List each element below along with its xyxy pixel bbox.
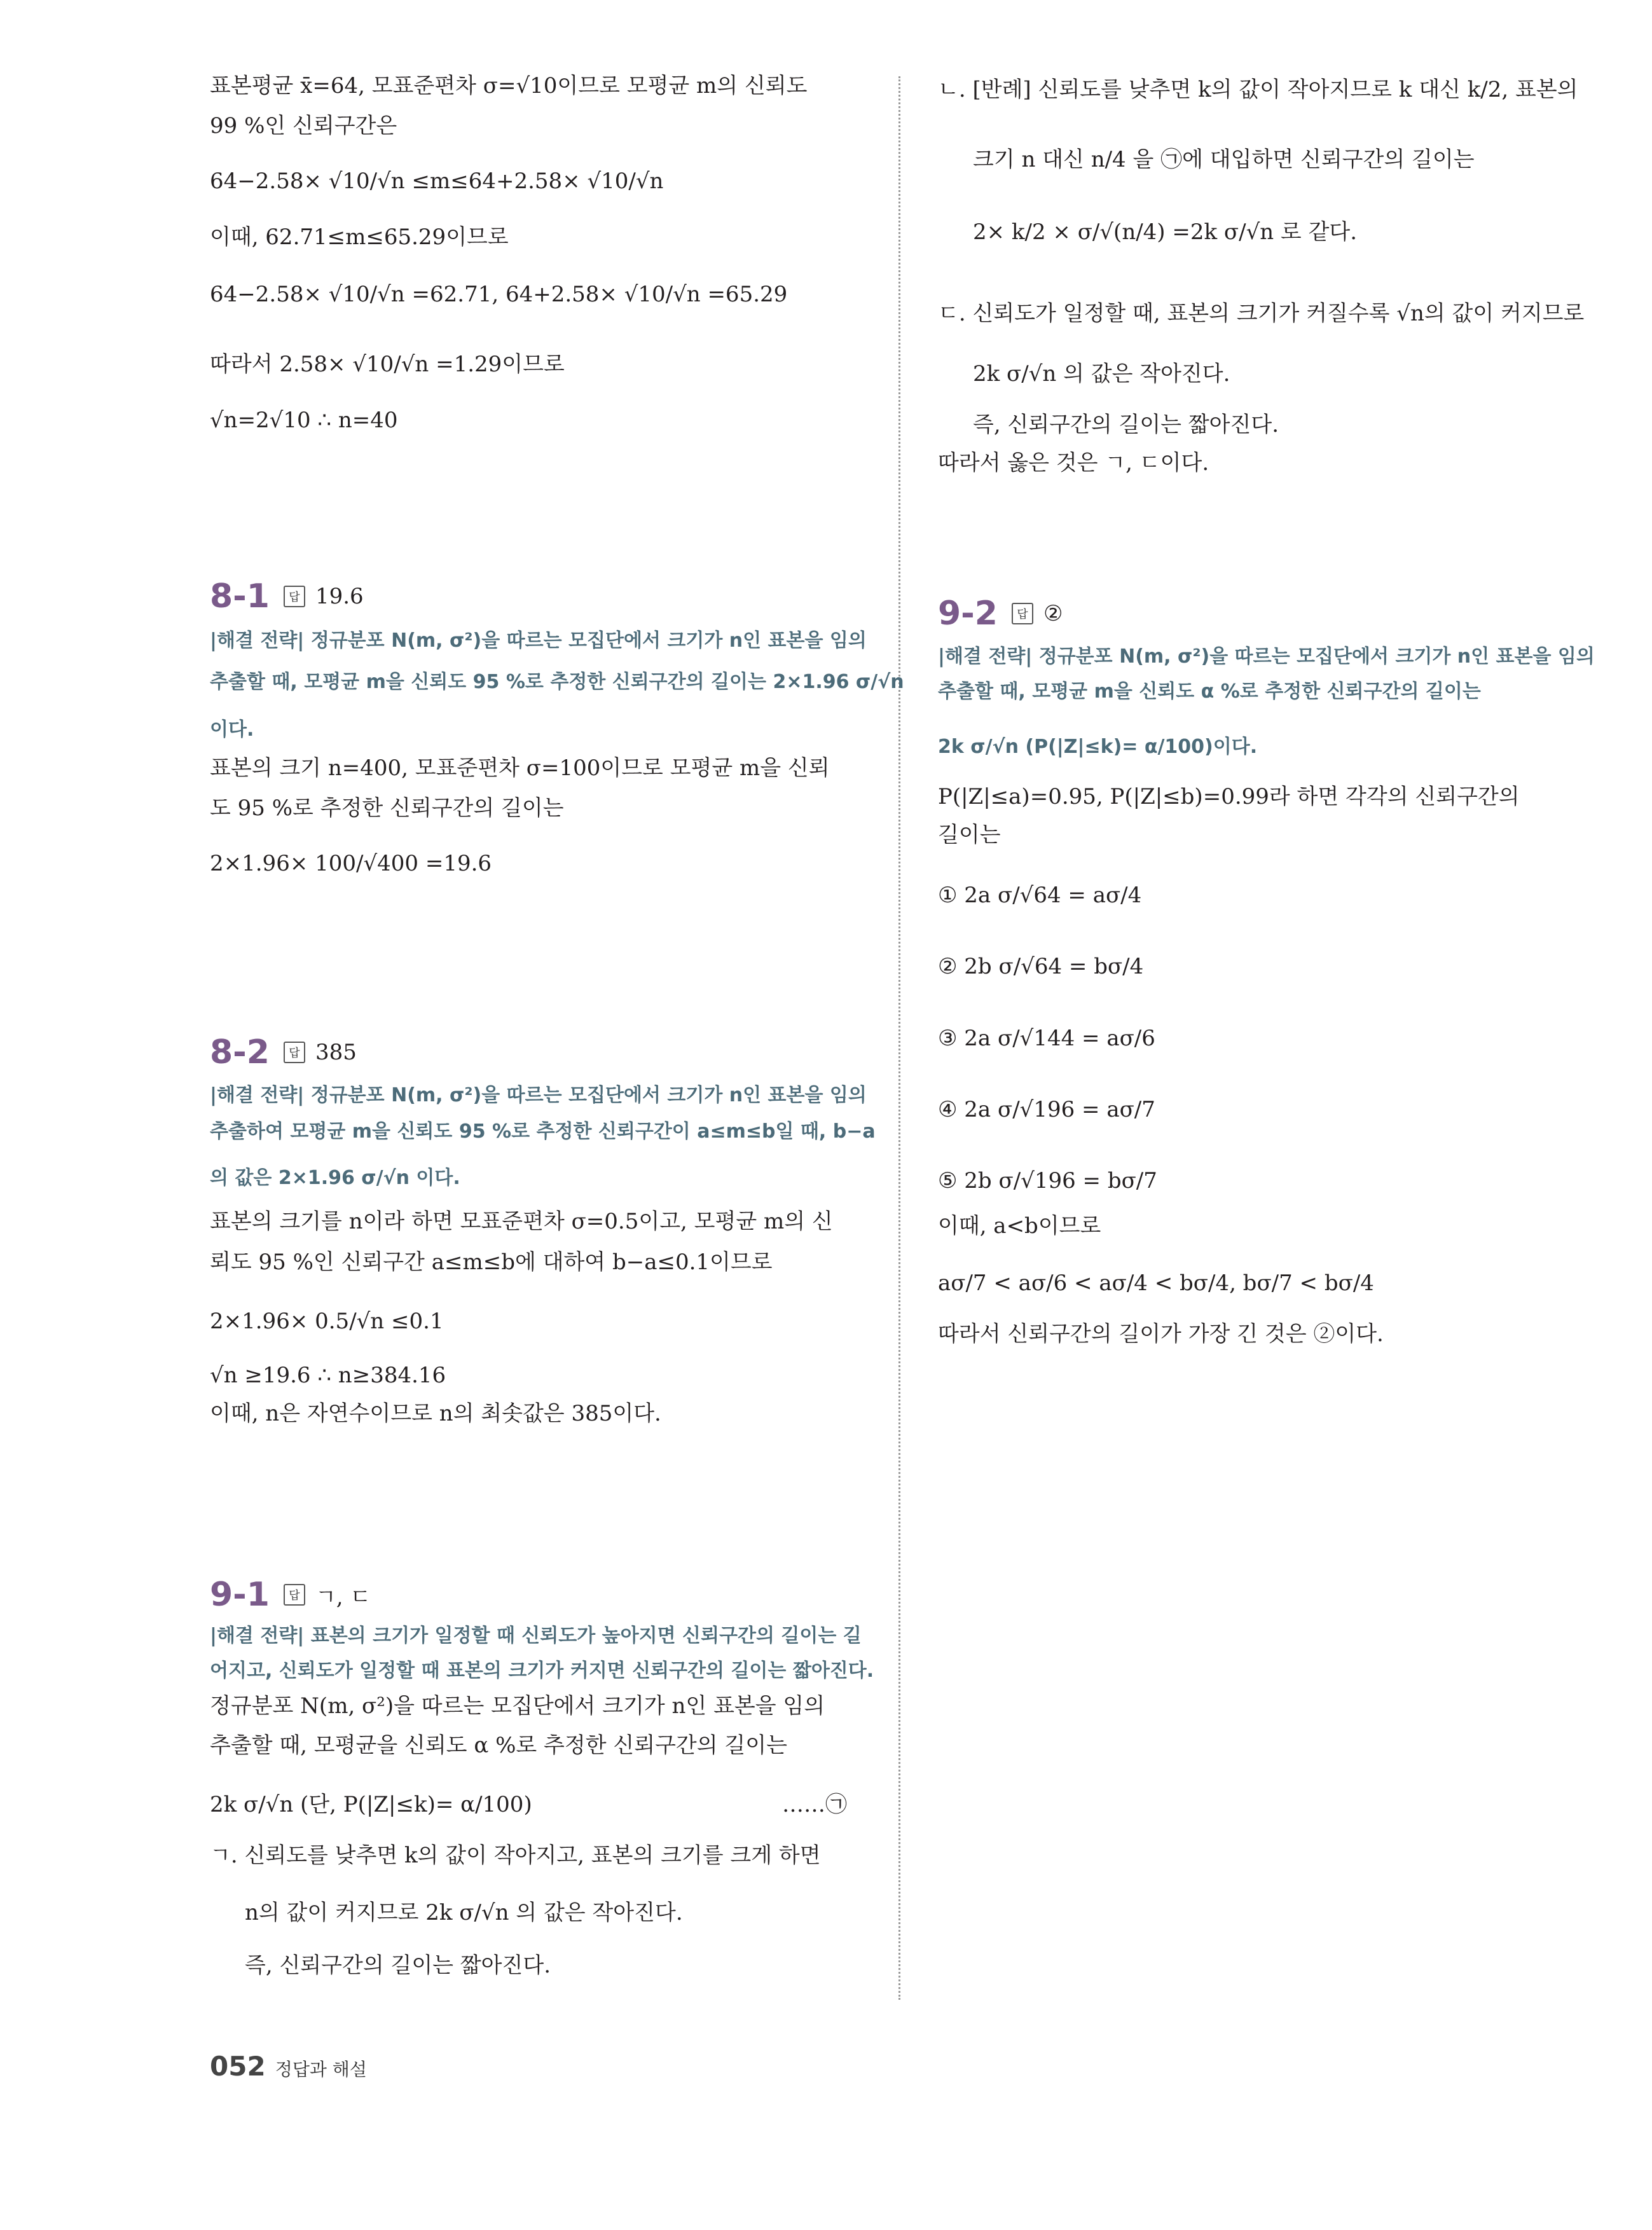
equation: aσ/7 < aσ/6 < aσ/4 < bσ/4, bσ/7 < bσ/4 <box>938 1270 1374 1296</box>
text-line: 크기 n 대신 n/4 을 ㉠에 대입하면 신뢰구간의 길이는 <box>973 147 1475 172</box>
text-line: 뢰도 95 %인 신뢰구간 a≤m≤b에 대하여 b−a≤0.1이므로 <box>210 1249 773 1275</box>
equation: 64−2.58× √10/√n =62.71, 64+2.58× √10/√n =65.29 <box>210 282 788 307</box>
equation: √n ≥19.6 ∴ n≥384.16 <box>210 1363 446 1388</box>
answer-badge: 답 <box>284 1042 305 1063</box>
text-line: 이때, a<b이므로 <box>938 1213 1101 1239</box>
strategy-line: 이다. <box>210 719 254 741</box>
equation: 2k σ/√n 의 값은 작아진다. <box>973 361 1230 387</box>
text-line: 이때, 62.71≤m≤65.29이므로 <box>210 224 509 250</box>
option-line: ④ 2a σ/√196 = aσ/7 <box>938 1097 1155 1122</box>
text-line: 표본평균 x̄=64, 모표준편차 σ=√10이므로 모평균 m의 신뢰도 <box>210 73 808 99</box>
strategy-line: 추출할 때, 모평균 m을 신뢰도 95 %로 추정한 신뢰구간의 길이는 2×1.96 σ/√n <box>210 671 904 693</box>
equation: √n=2√10 ∴ n=40 <box>210 408 398 433</box>
problem-header-9-2 <box>938 595 1063 633</box>
page-footer <box>210 2051 367 2082</box>
text-line: 길이는 <box>938 822 1001 848</box>
strategy-line: 추출할 때, 모평균 m을 신뢰도 α %로 추정한 신뢰구간의 길이는 <box>938 680 1481 703</box>
strategy-line: |해결 전략| 정규분포 N(m, σ²)을 따르는 모집단에서 크기가 n인 표본을 임의 <box>210 1084 867 1106</box>
problem-number: 8-2 <box>210 1033 270 1071</box>
text-line: ㄴ. [반례] 신뢰도를 낮추면 k의 값이 작아지므로 k 대신 k/2, 표본의 <box>938 77 1578 102</box>
text-line: P(|Z|≤a)=0.95, P(|Z|≤b)=0.99라 하면 각각의 신뢰구간의 <box>938 784 1520 809</box>
strategy-line: 추출하여 모평균 m을 신뢰도 95 %로 추정한 신뢰구간이 a≤m≤b일 때, b−a <box>210 1120 876 1143</box>
text-line: 따라서 신뢰구간의 길이가 가장 긴 것은 ②이다. <box>938 1321 1384 1347</box>
text-line: 따라서 옳은 것은 ㄱ, ㄷ이다. <box>938 450 1209 476</box>
equation-mark: ……㉠ <box>782 1792 847 1817</box>
option-line: ⑤ 2b σ/√196 = bσ/7 <box>938 1168 1157 1194</box>
option-line: ② 2b σ/√64 = bσ/4 <box>938 954 1144 979</box>
answer-value: 385 <box>315 1040 357 1065</box>
problem-number: 8-1 <box>210 577 270 616</box>
equation: 따라서 2.58× √10/√n =1.29이므로 <box>210 352 565 377</box>
text-line: ㄱ. 신뢰도를 낮추면 k의 값이 작아지고, 표본의 크기를 크게 하면 <box>210 1843 821 1868</box>
text-line: 99 %인 신뢰구간은 <box>210 113 397 139</box>
equation: 2×1.96× 100/√400 =19.6 <box>210 851 492 876</box>
text-line: 정규분포 N(m, σ²)을 따르는 모집단에서 크기가 n인 표본을 임의 <box>210 1693 825 1719</box>
text-line: 추출할 때, 모평균을 신뢰도 α %로 추정한 신뢰구간의 길이는 <box>210 1733 787 1758</box>
text-line: 이때, n은 자연수이므로 n의 최솟값은 385이다. <box>210 1401 661 1426</box>
text-line: 표본의 크기 n=400, 모표준편차 σ=100이므로 모평균 m을 신뢰 <box>210 755 830 781</box>
problem-header-8-1 <box>210 577 364 616</box>
text-line: 도 95 %로 추정한 신뢰구간의 길이는 <box>210 795 564 821</box>
problem-number: 9-1 <box>210 1576 270 1614</box>
problem-header-9-1 <box>210 1576 371 1614</box>
option-line: ① 2a σ/√64 = aσ/4 <box>938 883 1142 908</box>
equation: 2k σ/√n (단, P(|Z|≤k)= α/100) <box>210 1792 532 1817</box>
equation: n의 값이 커지므로 2k σ/√n 의 값은 작아진다. <box>245 1900 683 1925</box>
equation: 64−2.58× √10/√n ≤m≤64+2.58× √10/√n <box>210 169 664 194</box>
equation: 2× k/2 × σ/√(n/4) =2k σ/√n 로 같다. <box>973 219 1358 245</box>
problem-header-8-2 <box>210 1033 357 1071</box>
column-divider <box>898 76 900 2000</box>
text-line: 즉, 신뢰구간의 길이는 짧아진다. <box>245 1953 551 1978</box>
text-line: ㄷ. 신뢰도가 일정할 때, 표본의 크기가 커질수록 √n의 값이 커지므로 <box>938 301 1585 326</box>
answer-value: ② <box>1043 601 1063 626</box>
strategy-line: |해결 전략| 정규분포 N(m, σ²)을 따르는 모집단에서 크기가 n인 표본을 임의 <box>938 645 1595 668</box>
text-line: 표본의 크기를 n이라 하면 모표준편차 σ=0.5이고, 모평균 m의 신 <box>210 1209 833 1234</box>
page-number: 052 <box>210 2051 266 2082</box>
answer-value: 19.6 <box>315 584 364 609</box>
footer-label: 정답과 해설 <box>275 2059 367 2080</box>
strategy-line: 2k σ/√n (P(|Z|≤k)= α/100)이다. <box>938 736 1258 758</box>
option-line: ③ 2a σ/√144 = aσ/6 <box>938 1026 1155 1051</box>
text-line: 즉, 신뢰구간의 길이는 짧아진다. <box>973 412 1279 437</box>
strategy-line: 어지고, 신뢰도가 일정할 때 표본의 크기가 커지면 신뢰구간의 길이는 짧아진다. <box>210 1660 874 1682</box>
answer-badge: 답 <box>1012 603 1033 624</box>
answer-value: ㄱ, ㄷ <box>315 1584 371 1610</box>
answer-badge: 답 <box>284 586 305 607</box>
strategy-line: |해결 전략| 표본의 크기가 일정할 때 신뢰도가 높아지면 신뢰구간의 길이는 길 <box>210 1625 862 1647</box>
equation: 2×1.96× 0.5/√n ≤0.1 <box>210 1309 444 1334</box>
strategy-line: 의 값은 2×1.96 σ/√n 이다. <box>210 1167 460 1189</box>
answer-badge: 답 <box>284 1584 305 1606</box>
strategy-line: |해결 전략| 정규분포 N(m, σ²)을 따르는 모집단에서 크기가 n인 표본을 임의 <box>210 630 867 652</box>
problem-number: 9-2 <box>938 595 998 633</box>
